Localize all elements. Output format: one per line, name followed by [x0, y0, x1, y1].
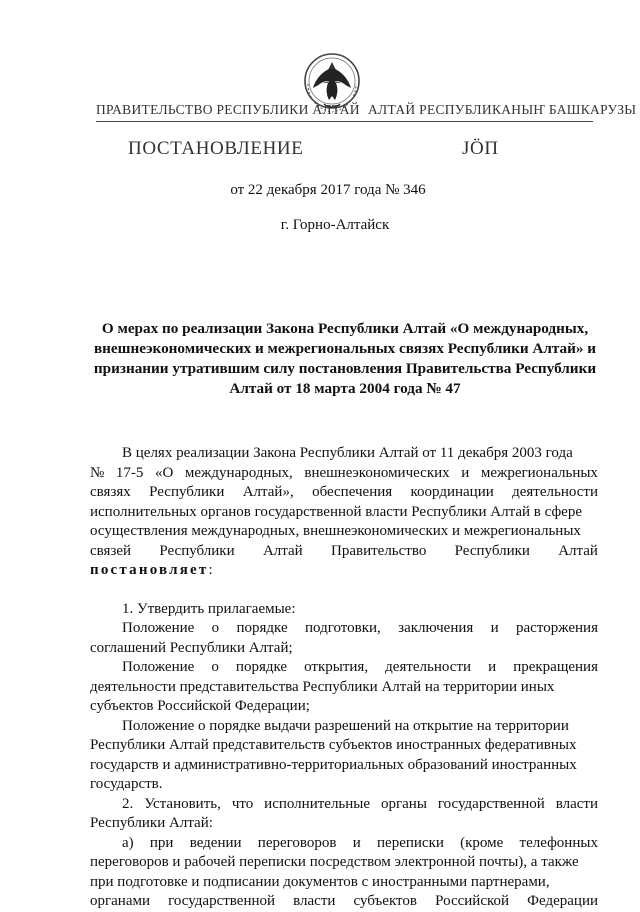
item-1c-line: Положение о порядке выдачи разрешений на открытие на территории: [122, 717, 569, 734]
word: координации: [410, 484, 494, 500]
word: власти: [293, 893, 336, 909]
word: а): [122, 834, 134, 851]
word: №: [90, 464, 105, 481]
word: государственной: [168, 893, 276, 909]
word: порядке: [235, 659, 288, 675]
body-line-justified: [90, 542, 598, 562]
doc-type-russian: ПОСТАНОВЛЕНИЕ: [128, 138, 304, 159]
title-line: Алтай от 18 марта 2004 года № 47: [229, 380, 461, 397]
title-line: О мерах по реализации Закона Республики Алтай «О международных,: [101, 320, 589, 337]
item-2a-line: [90, 892, 598, 912]
body-line-justified: [90, 483, 598, 503]
document-body: [90, 444, 598, 912]
word: Алтай: [558, 542, 598, 559]
word: открытия,: [304, 659, 369, 675]
word: связей: [90, 542, 132, 559]
item-1a-line: соглашений Республики Алтай;: [90, 639, 293, 656]
header-divider: [96, 121, 593, 122]
item-2a-line: при подготовке и подписании документов с иностранными партнерами,: [90, 873, 550, 890]
word: переписки: [377, 834, 444, 851]
item-2a-line: [90, 834, 598, 854]
decree-verb: постановляет: [90, 562, 209, 578]
word: «О: [154, 464, 174, 481]
word: телефонных: [519, 834, 598, 851]
paragraph-gap: [90, 581, 598, 600]
document-date: от 22 декабря 2017 года № 346: [230, 182, 426, 198]
word: переговоров: [257, 834, 337, 851]
word: Положение: [122, 659, 195, 675]
word: при: [149, 834, 174, 851]
word: Алтай: [262, 542, 303, 559]
decree-verb-colon: :: [208, 562, 213, 578]
item-2-line: Республики Алтай:: [90, 815, 213, 831]
item-2-line: [90, 795, 598, 815]
document-title: [90, 319, 600, 399]
word: порядке: [236, 620, 288, 636]
word: Алтай»,: [242, 484, 294, 500]
word: Республики: [454, 542, 530, 559]
word: подготовки,: [304, 620, 381, 636]
word: Положение: [122, 620, 195, 636]
word: ведении: [189, 834, 242, 851]
word: исполнительные: [264, 795, 371, 812]
word: расторжения: [516, 620, 598, 636]
body-line: В целях реализации Закона Республики Алтай от 11 декабря 2003 года: [122, 445, 573, 461]
document-city: г. Горно-Алтайск: [280, 217, 390, 233]
org-name-russian: ПРАВИТЕЛЬСТВО РЕСПУБЛИКИ АЛТАЙ: [96, 102, 360, 117]
word: связях: [90, 484, 131, 500]
item-2a-line: переговоров и рабочей переписки посредством электронной почты), а также: [90, 854, 579, 870]
item-1b-line: [90, 658, 598, 678]
word: (кроме: [460, 834, 504, 851]
word: межрегиональных: [480, 464, 598, 481]
word: 17-5: [115, 464, 144, 481]
body-line: исполнительных органов государственной власти Республики Алтай в сфере: [90, 503, 582, 520]
item-1a-line: [90, 619, 598, 639]
item-1b-line: деятельности представительства Республики Алтай на территории иных: [90, 678, 555, 695]
word: органами: [90, 893, 151, 909]
word: заключения: [398, 620, 474, 636]
word: власти: [555, 795, 598, 812]
decree-verb-line: [90, 561, 598, 581]
word: внешнеэкономических: [304, 464, 450, 481]
word: и: [461, 464, 470, 481]
word: Правительство: [331, 542, 427, 559]
word: обеспечения: [312, 484, 393, 500]
item-1c-line: Республики Алтай представительств субъектов иностранных федеративных: [90, 737, 577, 753]
word: международных,: [184, 464, 293, 481]
word: о: [211, 620, 220, 636]
word: что: [231, 795, 254, 812]
word: и: [488, 659, 497, 675]
word: Федерации: [527, 893, 598, 909]
word: Установить,: [144, 795, 221, 812]
item-1c-line: государств.: [90, 776, 163, 792]
body-line: осуществления международных, внешнеэкономических и межрегиональных: [90, 523, 581, 539]
org-name-altai: АЛТАЙ РЕСПУБЛИКАНЫҤ БАШКАРУЗЫ: [368, 102, 637, 117]
word: деятельности: [512, 484, 598, 500]
item-1: 1. Утвердить прилагаемые:: [122, 600, 296, 617]
word: деятельности: [385, 659, 472, 675]
word: прекращения: [513, 659, 598, 675]
item-1c-line: государств и административно-территориальных образований иностранных: [90, 756, 577, 773]
word: субъектов: [353, 893, 417, 909]
word: Республики: [159, 542, 235, 559]
word: 2.: [122, 795, 134, 812]
word: Российской: [435, 893, 510, 909]
word: органы: [380, 795, 427, 812]
word: и: [490, 620, 499, 636]
word: и: [352, 834, 361, 851]
item-1b-line: субъектов Российской Федерации;: [90, 698, 310, 714]
body-line-justified: [90, 464, 598, 484]
title-line: признании утратившим силу постановления Правительства Республики: [93, 360, 597, 377]
word: о: [211, 659, 219, 675]
word: Республики: [149, 484, 225, 500]
word: государственной: [437, 795, 545, 812]
title-line: внешнеэкономических и межрегиональных связях Республики Алтай» и: [93, 340, 597, 357]
doc-type-altai: ЈӦП: [462, 138, 499, 159]
